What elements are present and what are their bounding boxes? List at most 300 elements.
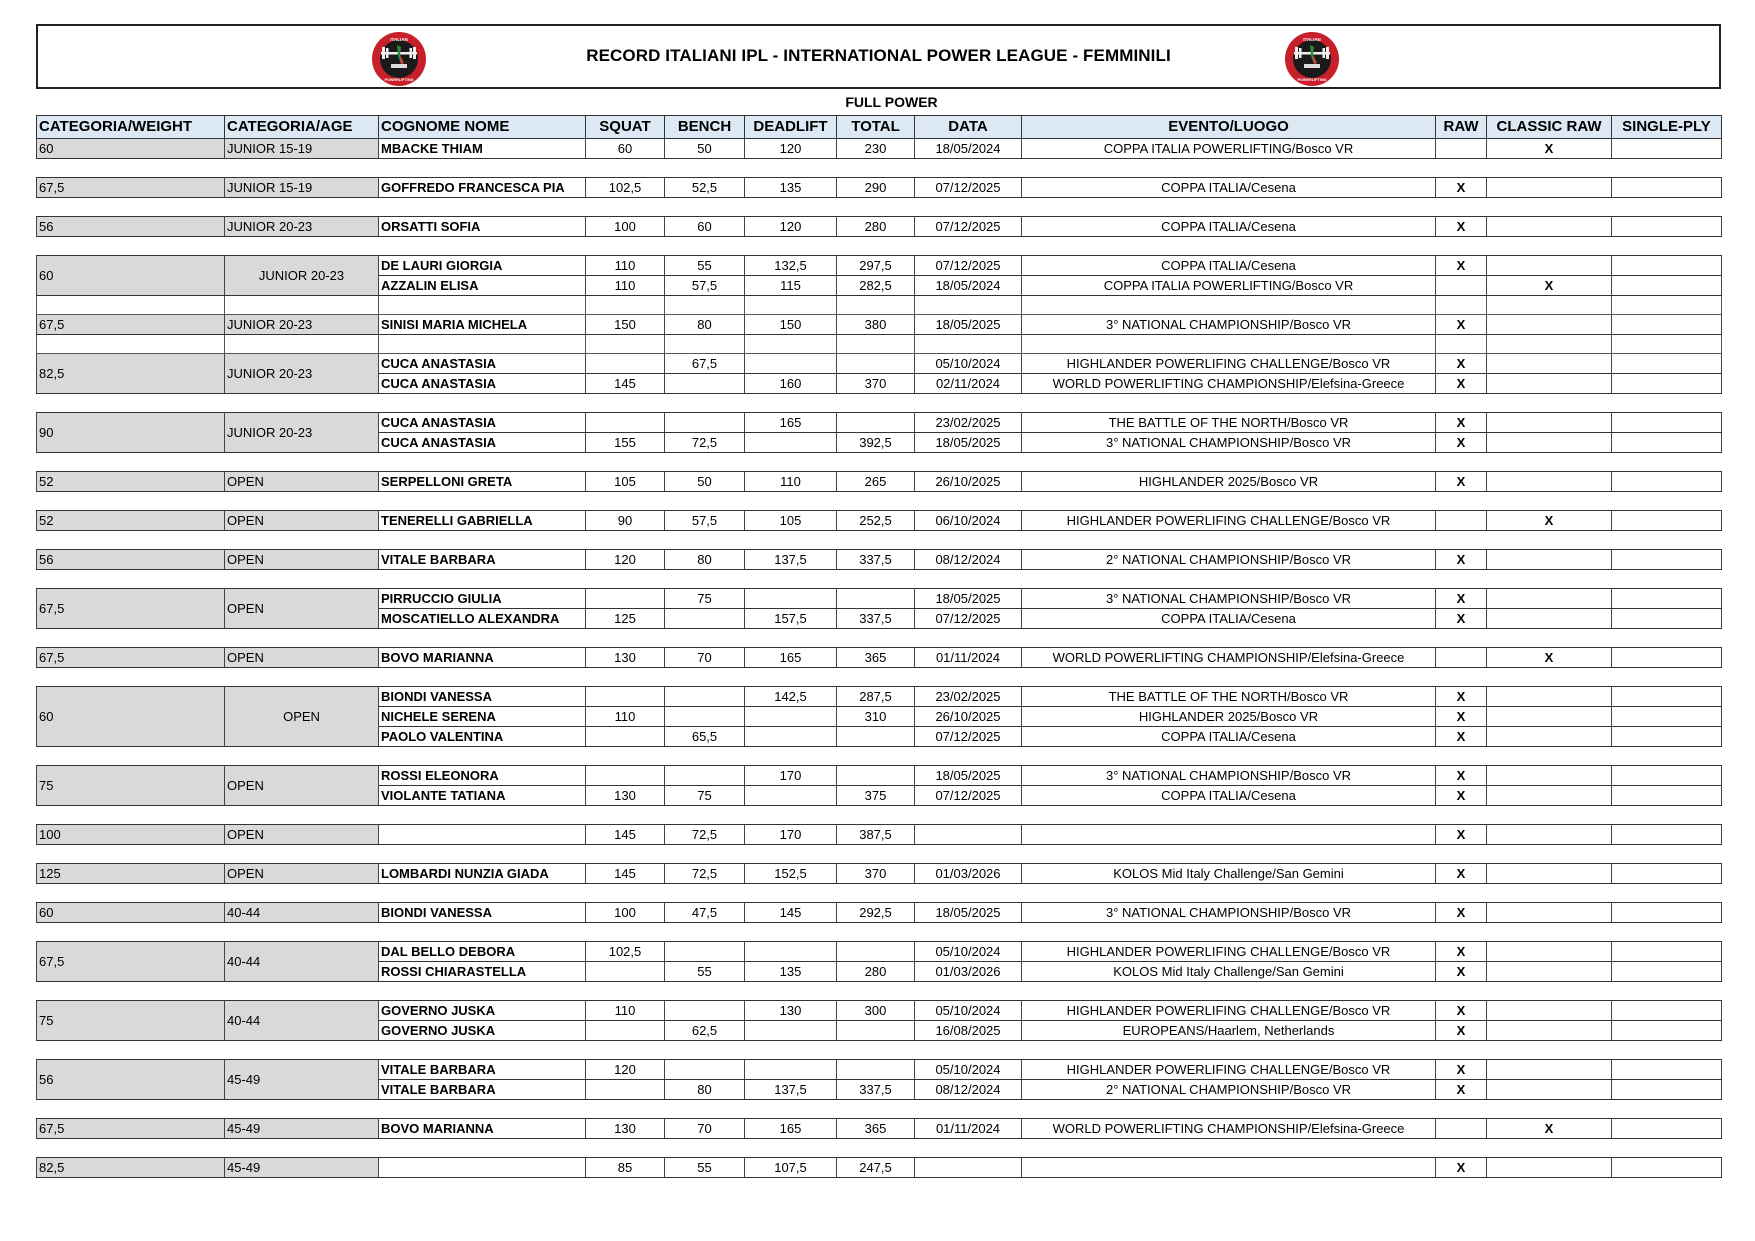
event-cell: THE BATTLE OF THE NORTH/Bosco VR bbox=[1022, 687, 1436, 707]
age-category-cell: OPEN bbox=[225, 472, 379, 492]
record-row bbox=[37, 1001, 1722, 1021]
squat-cell bbox=[586, 1080, 665, 1100]
event-cell: COPPA ITALIA/Cesena bbox=[1022, 256, 1436, 276]
event-cell: 3° NATIONAL CHAMPIONSHIP/Bosco VR bbox=[1022, 589, 1436, 609]
empty-cell bbox=[745, 335, 837, 354]
athlete-name-cell: BIONDI VANESSA bbox=[379, 903, 586, 923]
empty-cell bbox=[586, 335, 665, 354]
col-header-event: EVENTO/LUOGO bbox=[1022, 116, 1436, 139]
raw-mark: X bbox=[1436, 942, 1487, 962]
age-category-cell: 40-44 bbox=[225, 903, 379, 923]
subtitle-text: FULL POWER bbox=[845, 94, 938, 110]
bench-cell: 57,5 bbox=[665, 511, 745, 531]
bench-cell: 70 bbox=[665, 1119, 745, 1139]
deadlift-cell: 120 bbox=[745, 139, 837, 159]
squat-cell: 90 bbox=[586, 511, 665, 531]
total-cell: 387,5 bbox=[837, 825, 915, 845]
total-cell bbox=[837, 1021, 915, 1041]
record-row bbox=[37, 589, 1722, 609]
age-category-cell: OPEN bbox=[225, 550, 379, 570]
date-cell: 01/03/2026 bbox=[915, 864, 1022, 884]
squat-cell bbox=[586, 727, 665, 747]
spacer-cell bbox=[37, 747, 1722, 766]
squat-cell: 102,5 bbox=[586, 942, 665, 962]
classic-raw-mark bbox=[1487, 1021, 1612, 1041]
total-cell: 365 bbox=[837, 1119, 915, 1139]
date-cell: 18/05/2024 bbox=[915, 276, 1022, 296]
empty-cell bbox=[665, 296, 745, 315]
total-cell bbox=[837, 766, 915, 786]
deadlift-cell: 135 bbox=[745, 962, 837, 982]
bench-cell bbox=[665, 609, 745, 629]
event-cell: COPPA ITALIA POWERLIFTING/Bosco VR bbox=[1022, 139, 1436, 159]
weight-category-cell: 52 bbox=[37, 511, 225, 531]
raw-mark bbox=[1436, 1119, 1487, 1139]
deadlift-cell: 135 bbox=[745, 178, 837, 198]
col-header-total: TOTAL bbox=[837, 116, 915, 139]
squat-cell bbox=[586, 687, 665, 707]
event-cell: WORLD POWERLIFTING CHAMPIONSHIP/Elefsina-Greece bbox=[1022, 648, 1436, 668]
date-cell: 23/02/2025 bbox=[915, 413, 1022, 433]
event-cell: HIGHLANDER POWERLIFING CHALLENGE/Bosco VR bbox=[1022, 511, 1436, 531]
weight-category-cell: 56 bbox=[37, 1060, 225, 1100]
squat-cell bbox=[586, 589, 665, 609]
total-cell: 230 bbox=[837, 139, 915, 159]
classic-raw-mark bbox=[1487, 609, 1612, 629]
row-spacer bbox=[37, 531, 1722, 550]
deadlift-cell: 165 bbox=[745, 1119, 837, 1139]
spacer-cell bbox=[37, 1100, 1722, 1119]
single-ply-mark bbox=[1612, 903, 1722, 923]
athlete-name-cell: CUCA ANASTASIA bbox=[379, 354, 586, 374]
single-ply-mark bbox=[1612, 276, 1722, 296]
record-row bbox=[37, 413, 1722, 433]
col-header-age: CATEGORIA/AGE bbox=[225, 116, 379, 139]
row-spacer bbox=[37, 982, 1722, 1001]
age-category-cell: JUNIOR 20-23 bbox=[225, 315, 379, 335]
title-banner bbox=[36, 24, 1721, 89]
raw-mark: X bbox=[1436, 727, 1487, 747]
record-row bbox=[37, 864, 1722, 884]
athlete-name-cell: LOMBARDI NUNZIA GIADA bbox=[379, 864, 586, 884]
bench-cell: 50 bbox=[665, 139, 745, 159]
deadlift-cell bbox=[745, 942, 837, 962]
page-title: RECORD ITALIANI IPL - INTERNATIONAL POWER LEAGUE - FEMMINILI bbox=[586, 46, 1171, 65]
athlete-name-cell: MBACKE THIAM bbox=[379, 139, 586, 159]
athlete-name-cell: VITALE BARBARA bbox=[379, 550, 586, 570]
empty-cell bbox=[37, 296, 225, 315]
total-cell bbox=[837, 413, 915, 433]
row-spacer bbox=[37, 159, 1722, 178]
date-cell: 18/05/2025 bbox=[915, 589, 1022, 609]
event-cell: HIGHLANDER POWERLIFING CHALLENGE/Bosco VR bbox=[1022, 1001, 1436, 1021]
total-cell: 280 bbox=[837, 217, 915, 237]
bench-cell bbox=[665, 1001, 745, 1021]
event-cell: 2° NATIONAL CHAMPIONSHIP/Bosco VR bbox=[1022, 1080, 1436, 1100]
date-cell: 07/12/2025 bbox=[915, 178, 1022, 198]
empty-cell bbox=[915, 335, 1022, 354]
total-cell: 337,5 bbox=[837, 609, 915, 629]
spacer-cell bbox=[37, 394, 1722, 413]
total-cell: 280 bbox=[837, 962, 915, 982]
row-spacer bbox=[37, 492, 1722, 511]
classic-raw-mark: X bbox=[1487, 139, 1612, 159]
classic-raw-mark bbox=[1487, 433, 1612, 453]
spacer-cell bbox=[37, 570, 1722, 589]
age-category-cell: 45-49 bbox=[225, 1119, 379, 1139]
deadlift-cell bbox=[745, 589, 837, 609]
raw-mark: X bbox=[1436, 864, 1487, 884]
deadlift-cell: 160 bbox=[745, 374, 837, 394]
total-cell: 392,5 bbox=[837, 433, 915, 453]
empty-row bbox=[37, 296, 1722, 315]
row-spacer bbox=[37, 668, 1722, 687]
row-spacer bbox=[37, 747, 1722, 766]
bench-cell bbox=[665, 707, 745, 727]
total-cell: 247,5 bbox=[837, 1158, 915, 1178]
raw-mark: X bbox=[1436, 1158, 1487, 1178]
empty-cell bbox=[1612, 296, 1722, 315]
classic-raw-mark bbox=[1487, 903, 1612, 923]
age-category-cell: OPEN bbox=[225, 511, 379, 531]
record-row bbox=[37, 687, 1722, 707]
deadlift-cell: 145 bbox=[745, 903, 837, 923]
deadlift-cell bbox=[745, 354, 837, 374]
col-header-bench: BENCH bbox=[665, 116, 745, 139]
athlete-name-cell bbox=[379, 1158, 586, 1178]
empty-cell bbox=[586, 296, 665, 315]
classic-raw-mark bbox=[1487, 1060, 1612, 1080]
records-table bbox=[36, 115, 1722, 1178]
bench-cell: 72,5 bbox=[665, 825, 745, 845]
age-category-cell: JUNIOR 20-23 bbox=[225, 413, 379, 453]
raw-mark: X bbox=[1436, 433, 1487, 453]
spacer-cell bbox=[37, 237, 1722, 256]
single-ply-mark bbox=[1612, 589, 1722, 609]
total-cell: 370 bbox=[837, 864, 915, 884]
classic-raw-mark bbox=[1487, 687, 1612, 707]
raw-mark: X bbox=[1436, 687, 1487, 707]
date-cell: 18/05/2025 bbox=[915, 315, 1022, 335]
record-row bbox=[37, 256, 1722, 276]
weight-category-cell: 67,5 bbox=[37, 1119, 225, 1139]
empty-cell bbox=[1436, 335, 1487, 354]
spacer-cell bbox=[37, 806, 1722, 825]
deadlift-cell: 132,5 bbox=[745, 256, 837, 276]
record-row bbox=[37, 942, 1722, 962]
raw-mark: X bbox=[1436, 413, 1487, 433]
total-cell: 337,5 bbox=[837, 1080, 915, 1100]
record-row bbox=[37, 648, 1722, 668]
athlete-name-cell: SERPELLONI GRETA bbox=[379, 472, 586, 492]
date-cell: 02/11/2024 bbox=[915, 374, 1022, 394]
deadlift-cell bbox=[745, 727, 837, 747]
event-cell: EUROPEANS/Haarlem, Netherlands bbox=[1022, 1021, 1436, 1041]
deadlift-cell: 152,5 bbox=[745, 864, 837, 884]
deadlift-cell: 110 bbox=[745, 472, 837, 492]
age-category-cell: 45-49 bbox=[225, 1158, 379, 1178]
single-ply-mark bbox=[1612, 315, 1722, 335]
date-cell: 07/12/2025 bbox=[915, 256, 1022, 276]
classic-raw-mark bbox=[1487, 217, 1612, 237]
athlete-name-cell: DE LAURI GIORGIA bbox=[379, 256, 586, 276]
raw-mark bbox=[1436, 139, 1487, 159]
raw-mark bbox=[1436, 276, 1487, 296]
athlete-name-cell: VIOLANTE TATIANA bbox=[379, 786, 586, 806]
total-cell bbox=[837, 1060, 915, 1080]
raw-mark: X bbox=[1436, 1001, 1487, 1021]
bench-cell bbox=[665, 374, 745, 394]
spacer-cell bbox=[37, 845, 1722, 864]
raw-mark: X bbox=[1436, 1021, 1487, 1041]
weight-category-cell: 52 bbox=[37, 472, 225, 492]
empty-cell bbox=[1612, 335, 1722, 354]
empty-cell bbox=[915, 296, 1022, 315]
age-category-cell: 40-44 bbox=[225, 1001, 379, 1041]
col-header-weight: CATEGORIA/WEIGHT bbox=[37, 116, 225, 139]
weight-category-cell: 60 bbox=[37, 903, 225, 923]
raw-mark: X bbox=[1436, 256, 1487, 276]
deadlift-cell bbox=[745, 707, 837, 727]
record-row bbox=[37, 550, 1722, 570]
total-cell: 252,5 bbox=[837, 511, 915, 531]
weight-category-cell: 67,5 bbox=[37, 942, 225, 982]
bench-cell bbox=[665, 687, 745, 707]
spacer-cell bbox=[37, 982, 1722, 1001]
spacer-cell bbox=[37, 492, 1722, 511]
single-ply-mark bbox=[1612, 256, 1722, 276]
classic-raw-mark: X bbox=[1487, 1119, 1612, 1139]
classic-raw-mark bbox=[1487, 707, 1612, 727]
single-ply-mark bbox=[1612, 648, 1722, 668]
event-cell: HIGHLANDER 2025/Bosco VR bbox=[1022, 707, 1436, 727]
col-header-single-ply: SINGLE-PLY bbox=[1612, 116, 1722, 139]
single-ply-mark bbox=[1612, 1080, 1722, 1100]
bench-cell: 65,5 bbox=[665, 727, 745, 747]
row-spacer bbox=[37, 570, 1722, 589]
age-category-cell: JUNIOR 20-23 bbox=[225, 354, 379, 394]
weight-category-cell: 60 bbox=[37, 687, 225, 747]
deadlift-cell bbox=[745, 1021, 837, 1041]
squat-cell bbox=[586, 354, 665, 374]
squat-cell: 100 bbox=[586, 217, 665, 237]
single-ply-mark bbox=[1612, 1001, 1722, 1021]
athlete-name-cell: CUCA ANASTASIA bbox=[379, 374, 586, 394]
classic-raw-mark bbox=[1487, 942, 1612, 962]
spacer-cell bbox=[37, 884, 1722, 903]
age-category-cell: JUNIOR 20-23 bbox=[225, 256, 379, 296]
bench-cell: 72,5 bbox=[665, 433, 745, 453]
bench-cell: 80 bbox=[665, 1080, 745, 1100]
event-cell: 3° NATIONAL CHAMPIONSHIP/Bosco VR bbox=[1022, 903, 1436, 923]
empty-cell bbox=[379, 335, 586, 354]
raw-mark: X bbox=[1436, 1060, 1487, 1080]
weight-category-cell: 67,5 bbox=[37, 178, 225, 198]
row-spacer bbox=[37, 845, 1722, 864]
raw-mark: X bbox=[1436, 550, 1487, 570]
classic-raw-mark bbox=[1487, 374, 1612, 394]
weight-category-cell: 90 bbox=[37, 413, 225, 453]
total-cell bbox=[837, 354, 915, 374]
record-row bbox=[37, 217, 1722, 237]
total-cell bbox=[837, 589, 915, 609]
date-cell bbox=[915, 825, 1022, 845]
raw-mark: X bbox=[1436, 903, 1487, 923]
weight-category-cell: 67,5 bbox=[37, 648, 225, 668]
empty-cell bbox=[379, 296, 586, 315]
deadlift-cell: 115 bbox=[745, 276, 837, 296]
event-cell bbox=[1022, 825, 1436, 845]
bench-cell: 55 bbox=[665, 256, 745, 276]
squat-cell: 130 bbox=[586, 648, 665, 668]
classic-raw-mark bbox=[1487, 962, 1612, 982]
athlete-name-cell bbox=[379, 825, 586, 845]
deadlift-cell: 120 bbox=[745, 217, 837, 237]
weight-category-cell: 60 bbox=[37, 139, 225, 159]
ipl-italia-logo bbox=[1284, 31, 1340, 87]
weight-category-cell: 67,5 bbox=[37, 315, 225, 335]
deadlift-cell: 170 bbox=[745, 825, 837, 845]
single-ply-mark bbox=[1612, 942, 1722, 962]
athlete-name-cell: BOVO MARIANNA bbox=[379, 1119, 586, 1139]
event-cell bbox=[1022, 1158, 1436, 1178]
classic-raw-mark bbox=[1487, 256, 1612, 276]
date-cell: 18/05/2025 bbox=[915, 433, 1022, 453]
single-ply-mark bbox=[1612, 727, 1722, 747]
classic-raw-mark bbox=[1487, 315, 1612, 335]
empty-cell bbox=[37, 335, 225, 354]
record-row bbox=[37, 1060, 1722, 1080]
empty-cell bbox=[1436, 296, 1487, 315]
single-ply-mark bbox=[1612, 374, 1722, 394]
deadlift-cell: 142,5 bbox=[745, 687, 837, 707]
record-row bbox=[37, 315, 1722, 335]
total-cell: 265 bbox=[837, 472, 915, 492]
event-cell: COPPA ITALIA/Cesena bbox=[1022, 178, 1436, 198]
classic-raw-mark: X bbox=[1487, 511, 1612, 531]
squat-cell: 102,5 bbox=[586, 178, 665, 198]
col-header-deadlift: DEADLIFT bbox=[745, 116, 837, 139]
spacer-cell bbox=[37, 159, 1722, 178]
deadlift-cell: 137,5 bbox=[745, 550, 837, 570]
athlete-name-cell: BIONDI VANESSA bbox=[379, 687, 586, 707]
bench-cell: 70 bbox=[665, 648, 745, 668]
row-spacer bbox=[37, 1041, 1722, 1060]
total-cell bbox=[837, 942, 915, 962]
age-category-cell: JUNIOR 15-19 bbox=[225, 139, 379, 159]
spacer-cell bbox=[37, 629, 1722, 648]
bench-cell: 75 bbox=[665, 589, 745, 609]
raw-mark: X bbox=[1436, 962, 1487, 982]
single-ply-mark bbox=[1612, 178, 1722, 198]
single-ply-mark bbox=[1612, 1158, 1722, 1178]
classic-raw-mark bbox=[1487, 766, 1612, 786]
classic-raw-mark: X bbox=[1487, 276, 1612, 296]
event-cell: WORLD POWERLIFTING CHAMPIONSHIP/Elefsina-Greece bbox=[1022, 1119, 1436, 1139]
total-cell: 292,5 bbox=[837, 903, 915, 923]
event-cell: KOLOS Mid Italy Challenge/San Gemini bbox=[1022, 864, 1436, 884]
date-cell: 18/05/2024 bbox=[915, 139, 1022, 159]
total-cell: 365 bbox=[837, 648, 915, 668]
squat-cell: 145 bbox=[586, 864, 665, 884]
weight-category-cell: 125 bbox=[37, 864, 225, 884]
squat-cell: 120 bbox=[586, 550, 665, 570]
raw-mark bbox=[1436, 648, 1487, 668]
event-cell: 3° NATIONAL CHAMPIONSHIP/Bosco VR bbox=[1022, 433, 1436, 453]
deadlift-cell: 150 bbox=[745, 315, 837, 335]
single-ply-mark bbox=[1612, 1060, 1722, 1080]
bench-cell: 67,5 bbox=[665, 354, 745, 374]
date-cell: 05/10/2024 bbox=[915, 1060, 1022, 1080]
squat-cell bbox=[586, 766, 665, 786]
athlete-name-cell: MOSCATIELLO ALEXANDRA bbox=[379, 609, 586, 629]
total-cell: 297,5 bbox=[837, 256, 915, 276]
single-ply-mark bbox=[1612, 413, 1722, 433]
bench-cell bbox=[665, 413, 745, 433]
raw-mark: X bbox=[1436, 178, 1487, 198]
single-ply-mark bbox=[1612, 433, 1722, 453]
raw-mark: X bbox=[1436, 1080, 1487, 1100]
event-cell: COPPA ITALIA/Cesena bbox=[1022, 786, 1436, 806]
squat-cell: 125 bbox=[586, 609, 665, 629]
event-cell: HIGHLANDER POWERLIFING CHALLENGE/Bosco VR bbox=[1022, 942, 1436, 962]
date-cell bbox=[915, 1158, 1022, 1178]
total-cell: 375 bbox=[837, 786, 915, 806]
squat-cell: 100 bbox=[586, 903, 665, 923]
age-category-cell: 40-44 bbox=[225, 942, 379, 982]
age-category-cell: OPEN bbox=[225, 864, 379, 884]
date-cell: 16/08/2025 bbox=[915, 1021, 1022, 1041]
deadlift-cell: 137,5 bbox=[745, 1080, 837, 1100]
classic-raw-mark bbox=[1487, 413, 1612, 433]
athlete-name-cell: ROSSI CHIARASTELLA bbox=[379, 962, 586, 982]
row-spacer bbox=[37, 1139, 1722, 1158]
athlete-name-cell: GOFFREDO FRANCESCA PIA bbox=[379, 178, 586, 198]
col-header-classic-raw: CLASSIC RAW bbox=[1487, 116, 1612, 139]
weight-category-cell: 75 bbox=[37, 766, 225, 806]
weight-category-cell: 60 bbox=[37, 256, 225, 296]
event-cell: KOLOS Mid Italy Challenge/San Gemini bbox=[1022, 962, 1436, 982]
empty-cell bbox=[225, 296, 379, 315]
weight-category-cell: 56 bbox=[37, 217, 225, 237]
date-cell: 18/05/2025 bbox=[915, 903, 1022, 923]
weight-category-cell: 67,5 bbox=[37, 589, 225, 629]
record-row bbox=[37, 825, 1722, 845]
row-spacer bbox=[37, 394, 1722, 413]
record-row bbox=[37, 511, 1722, 531]
event-cell: WORLD POWERLIFTING CHAMPIONSHIP/Elefsina-Greece bbox=[1022, 374, 1436, 394]
squat-cell: 110 bbox=[586, 1001, 665, 1021]
total-cell: 282,5 bbox=[837, 276, 915, 296]
event-cell: COPPA ITALIA/Cesena bbox=[1022, 217, 1436, 237]
row-spacer bbox=[37, 1100, 1722, 1119]
athlete-name-cell: GOVERNO JUSKA bbox=[379, 1021, 586, 1041]
classic-raw-mark bbox=[1487, 1001, 1612, 1021]
single-ply-mark bbox=[1612, 1021, 1722, 1041]
date-cell: 08/12/2024 bbox=[915, 1080, 1022, 1100]
bench-cell: 80 bbox=[665, 315, 745, 335]
classic-raw-mark bbox=[1487, 178, 1612, 198]
squat-cell: 145 bbox=[586, 825, 665, 845]
bench-cell: 52,5 bbox=[665, 178, 745, 198]
weight-category-cell: 56 bbox=[37, 550, 225, 570]
empty-row bbox=[37, 335, 1722, 354]
raw-mark: X bbox=[1436, 315, 1487, 335]
athlete-name-cell: CUCA ANASTASIA bbox=[379, 433, 586, 453]
date-cell: 26/10/2025 bbox=[915, 472, 1022, 492]
single-ply-mark bbox=[1612, 766, 1722, 786]
classic-raw-mark bbox=[1487, 589, 1612, 609]
